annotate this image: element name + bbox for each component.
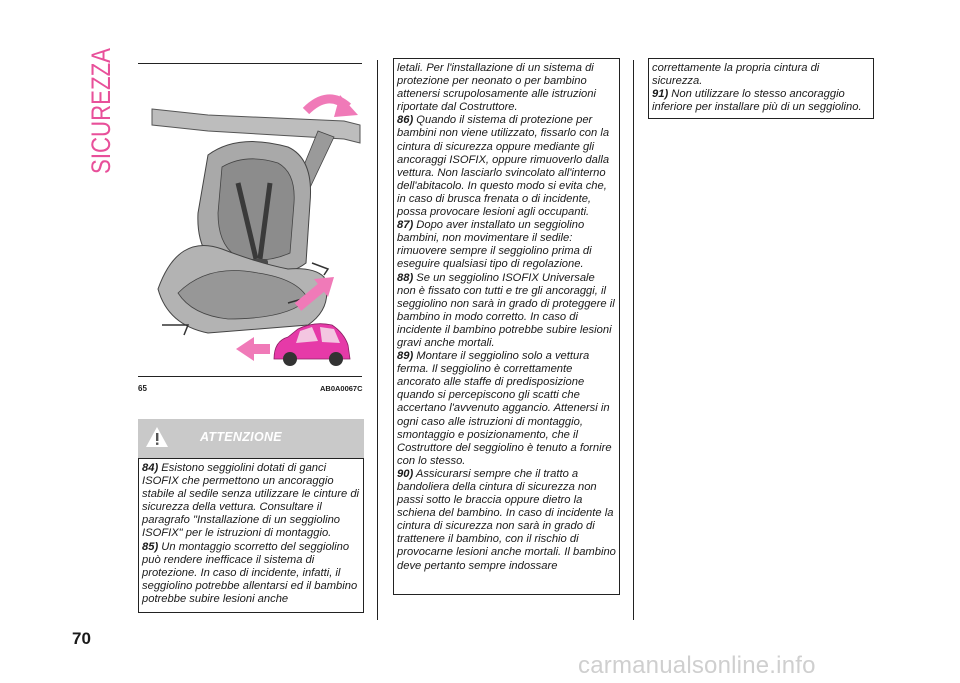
- warning-paragraph: [142, 462, 360, 541]
- car-icon: [274, 324, 350, 366]
- figure-bottom-rule: [138, 376, 362, 377]
- warning-number: 85): [142, 540, 159, 553]
- child-seat-illustration: [138, 63, 362, 376]
- warning-box-col1: [138, 458, 364, 613]
- warning-number: 86): [397, 114, 414, 127]
- warning-header: [138, 419, 364, 458]
- warning-text: Quando il sistema di protezione per bambini non viene utilizzato, fissarlo con la cintura di sicurezza oppure mediante gli ancoraggi ISOFIX, oppure rimuoverlo dalla vettura. Non lasciarlo svincolato all'interno dell'abitacolo. In questo modo si evita che, in caso di brusca frenata o di incidente, possa provocare lesioni agli occupanti.: [397, 114, 610, 219]
- figure-code: AB0A0067C: [320, 384, 363, 393]
- warning-paragraph: [397, 468, 616, 573]
- warning-text: letali. Per l'installazione di un sistema di protezione per neonato o per bambino attenersi scrupolosamente alle istruzioni riportate dal Costruttore.: [397, 62, 596, 114]
- warning-text: Montare il seggiolino solo a vettura ferma. Il seggiolino è correttamente ancorato alle staffe di predisposizione quando si percepiscono gli scatti che accertano l'avvenuto aggancio. Attenersi in ogni caso alle istruzioni di montaggio, smontaggio e posizionamento, che il Costruttore del seggiolino è tenuto a fornire con lo stesso.: [397, 350, 612, 467]
- warning-text: Se un seggiolino ISOFIX Universale non è fissato con tutti e tre gli ancoraggi, il seggiolino non sarà in grado di proteggere il bambino in modo corretto. In caso di incidente il bambino potrebbe subire lesioni gravi anche mortali.: [397, 271, 615, 349]
- figure-child-seat: [138, 63, 362, 381]
- warning-text: Un montaggio scorretto del seggiolino può rendere inefficace il sistema di protezione. In caso di incidente, infatti, il seggiolino potrebbe allentarsi ed il bambino potrebbe subire lesioni anche: [142, 540, 358, 605]
- warning-box-col3: [648, 58, 874, 119]
- warning-text: Dopo aver installato un seggiolino bambini, non movimentare il sedile: rimuovere sempre il seggiolino prima di eseguire qualsiasi tipo di regolazione.: [397, 219, 592, 271]
- warning-paragraph: [397, 114, 616, 219]
- warning-paragraph: [397, 272, 616, 351]
- section-title-text: SICUREZZA: [86, 46, 116, 174]
- warning-paragraph: [142, 541, 360, 606]
- column-divider: [377, 60, 378, 620]
- figure-top-rule: [138, 63, 362, 64]
- warning-number: 89): [397, 350, 414, 363]
- column-divider: [633, 60, 634, 620]
- warning-number: 90): [397, 467, 414, 480]
- warning-text: Non utilizzare lo stesso ancoraggio inferiore per installare più di un seggiolino.: [652, 88, 862, 114]
- warning-number: 88): [397, 271, 414, 284]
- warning-paragraph: [397, 219, 616, 271]
- warning-text: correttamente la propria cintura di sicurezza.: [652, 62, 820, 88]
- section-title: [72, 46, 120, 176]
- warning-paragraph: [397, 62, 616, 114]
- warning-box-col2: [393, 58, 620, 595]
- warning-paragraph: [397, 350, 616, 468]
- warning-number: 91): [652, 88, 669, 101]
- watermark: carmanualsonline.info: [578, 652, 816, 679]
- warning-number: 84): [142, 462, 159, 474]
- warning-text: Assicurarsi sempre che il tratto a bandoliera della cintura di sicurezza non passi sotto le braccia oppure dietro la schiena del bambino. In caso di incidente la cintura di sicurezza non sarà in grado di trattenere il bambino, con il rischio di provocarne lesioni anche mortali. Il bambino deve pertanto sempre indossare: [397, 467, 616, 572]
- warning-number: 87): [397, 219, 414, 232]
- warning-text: Esistono seggiolini dotati di ganci ISOFIX che permettono un ancoraggio stabile al sedile senza utilizzare le cinture di sicurezza della vettura. Consultare il paragrafo "Installazione di un seggiolino ISOFIX" per le istruzioni di montaggio.: [142, 462, 360, 540]
- warning-triangle-icon: [145, 425, 169, 449]
- page-number: 70: [72, 629, 91, 648]
- warning-paragraph: [652, 88, 870, 114]
- warning-paragraph: [652, 62, 870, 88]
- warning-title: ATTENZIONE: [200, 430, 282, 444]
- figure-number: 65: [138, 384, 147, 393]
